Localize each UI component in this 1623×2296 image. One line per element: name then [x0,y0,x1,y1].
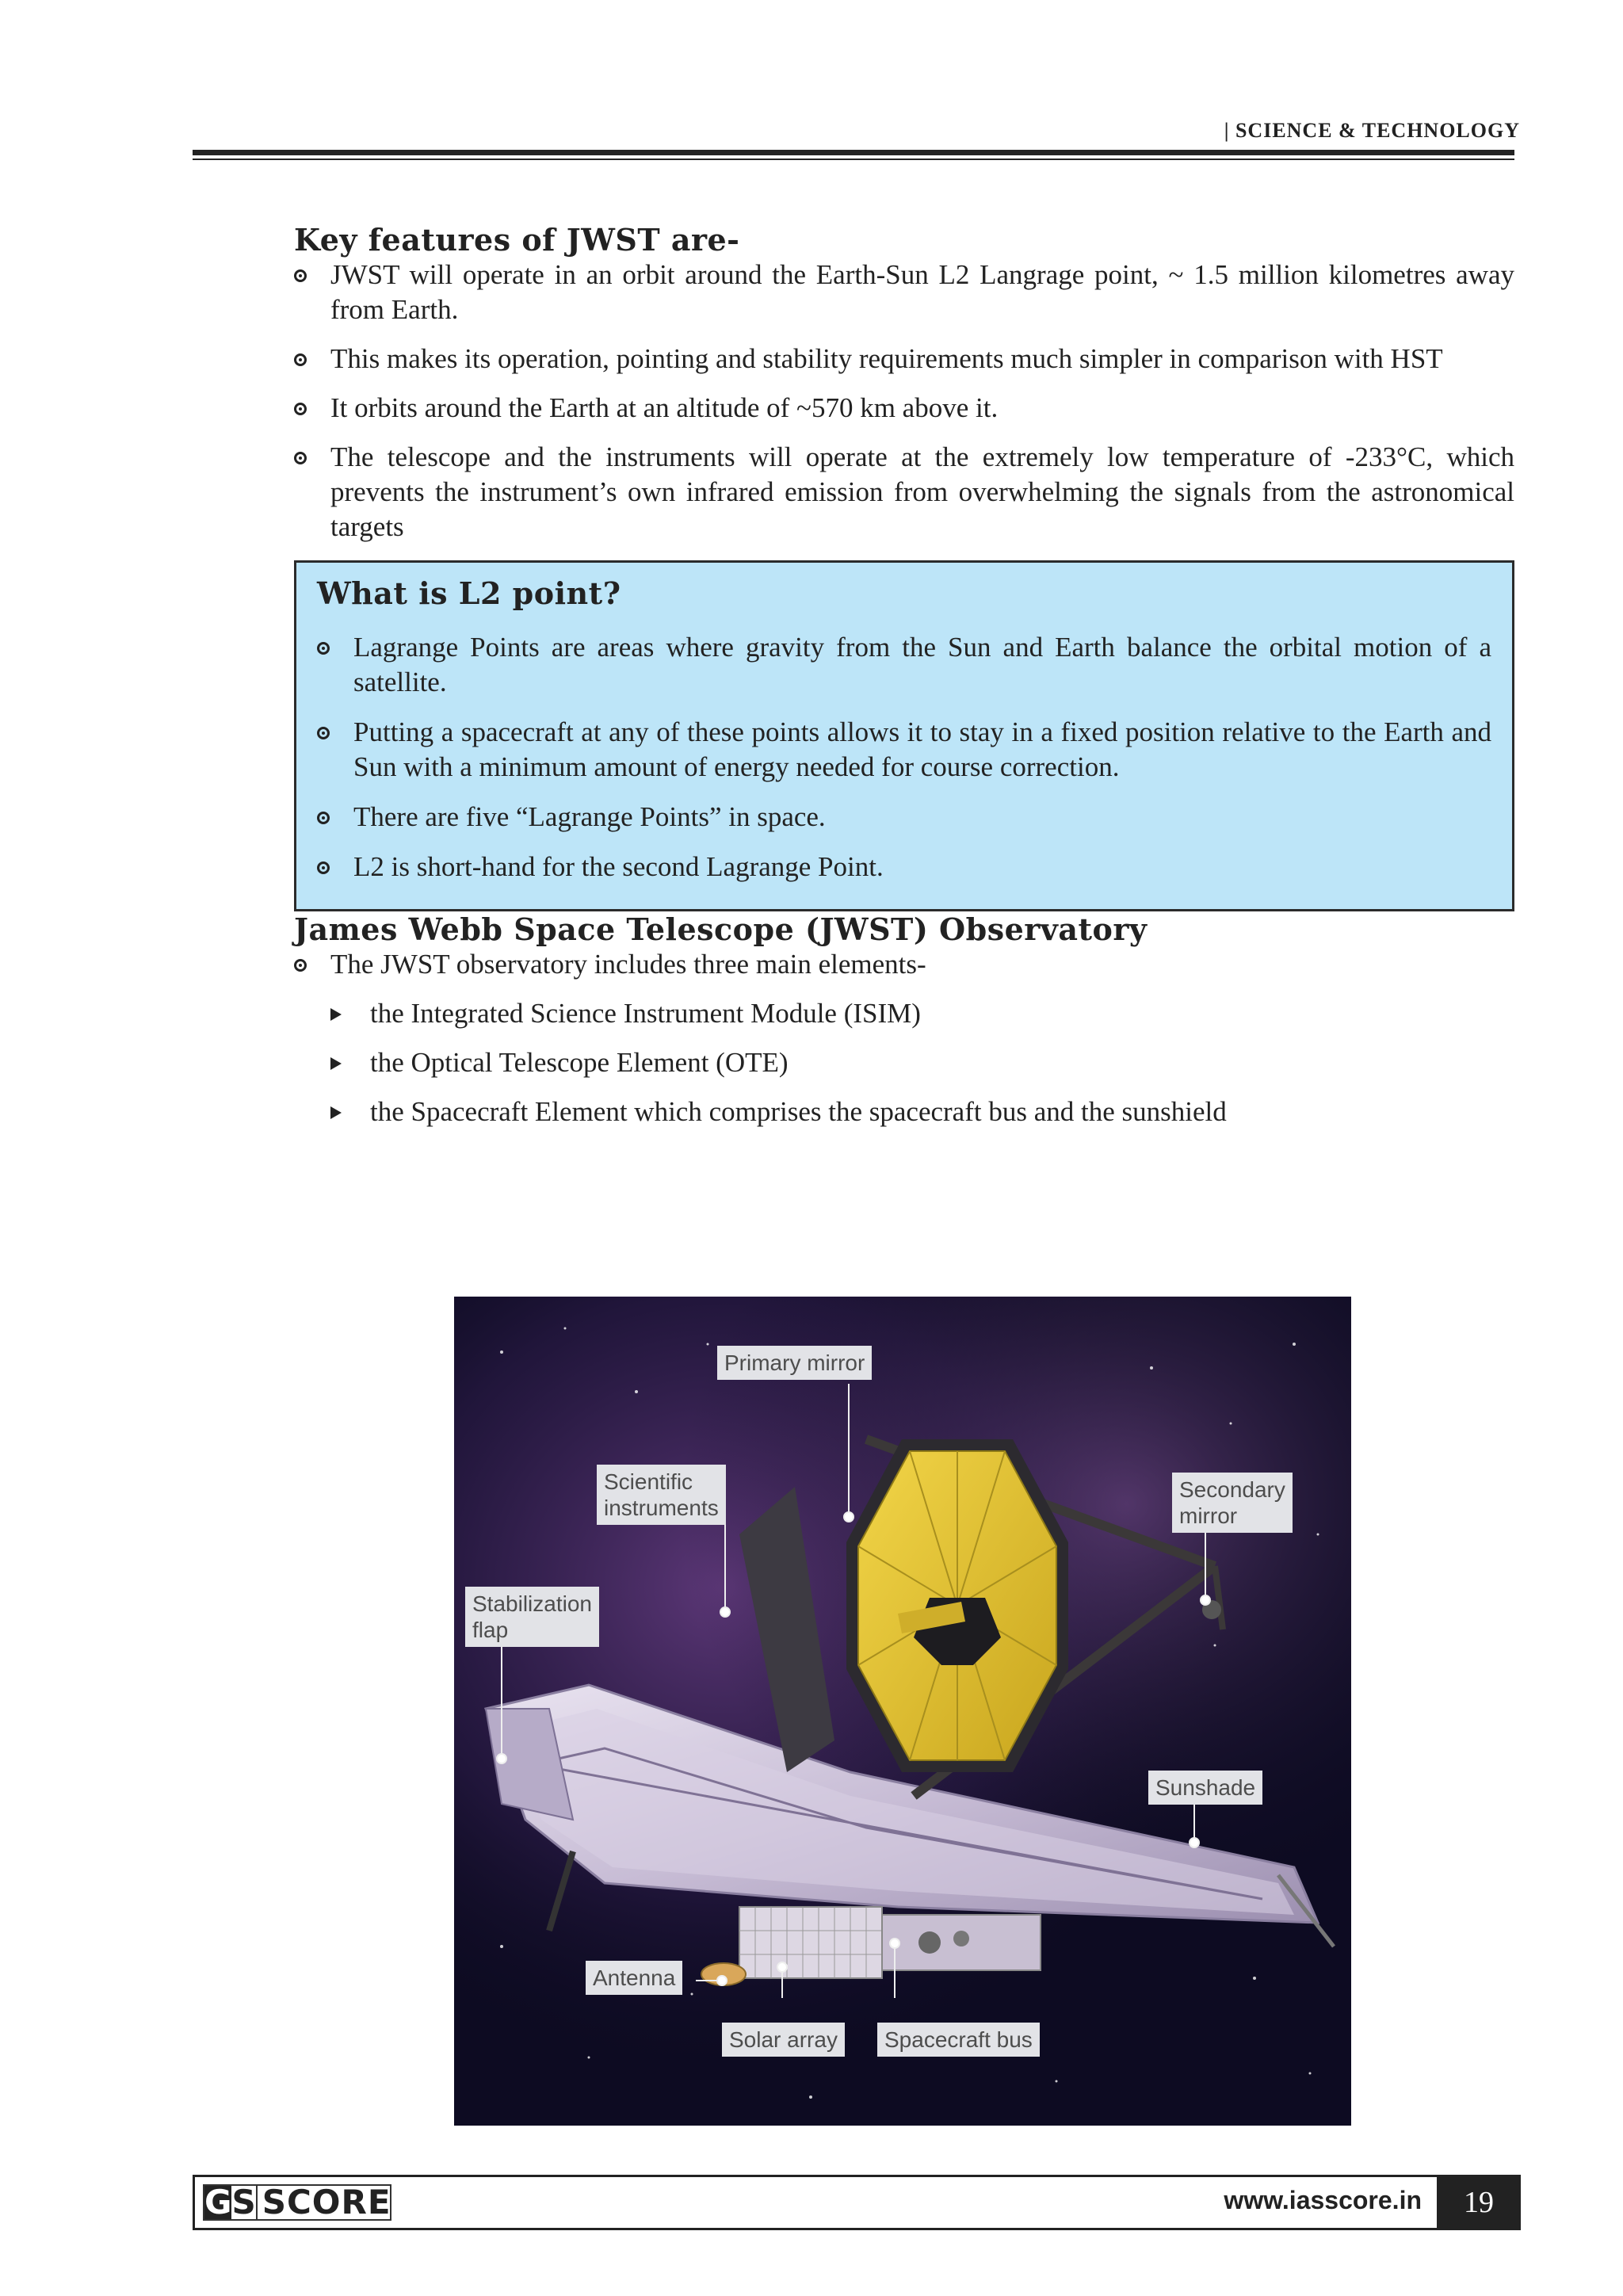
list-item-text: Lagrange Points are areas where gravity from the Sun and Earth balance the orbital motion of a satellite. [353,632,1491,697]
solar-array-label: Solar array [722,2023,845,2057]
key-features-list [294,258,1514,544]
scientific-instruments-label: Scientific instruments [597,1465,726,1525]
list-item-text: L2 is short-hand for the second Lagrange Point. [353,851,884,882]
gsscore-logo [203,2184,391,2221]
list-item-text: There are five “Lagrange Points” in space. [353,801,826,832]
section-label: | SCIENCE & TECHNOLOGY [1224,119,1520,142]
elements-sublist [330,996,1514,1129]
arrow-bullet-icon [330,1057,342,1070]
arrow-bullet-icon [330,1008,342,1021]
spacecraft-bus-label: Spacecraft bus [877,2023,1040,2057]
header-rule [193,150,1514,155]
sunshade-label: Sunshade [1148,1771,1262,1805]
list-item-text: Putting a spacecraft at any of these points allows it to stay in a fixed position relative to the Earth and Sun with a minimum amount of energy needed for course correction. [353,716,1491,782]
sublist-item [330,1095,1514,1129]
list-item [317,715,1491,785]
list-item [294,947,1514,1129]
sublist-item-text: the Integrated Science Instrument Module (ISIM) [370,998,921,1029]
list-item [294,258,1514,327]
bullet-icon [294,353,307,366]
logo-g: G [204,2183,232,2222]
list-item [294,440,1514,544]
bullet-icon [317,642,330,655]
sublist-item [330,1045,1514,1080]
primary-mirror-label: Primary mirror [717,1346,872,1380]
l2-box-heading: What is L2 point? [317,575,621,611]
jwst-diagram [454,1297,1351,2126]
callout-leaders [454,1297,1351,2126]
page-content [294,222,1514,1144]
sublist-item-text: the Spacecraft Element which comprises the spacecraft bus and the sunshield [370,1096,1227,1127]
sublist-item [330,996,1514,1031]
bullet-icon [294,269,307,282]
list-item-text: It orbits around the Earth at an altitude of ~570 km above it. [330,392,999,423]
antenna-label: Antenna [586,1961,682,1995]
list-item [317,800,1491,835]
logo-text: SCORE [262,2183,391,2222]
l2-list [317,630,1491,884]
page-number: 19 [1437,2175,1521,2230]
list-item [294,391,1514,426]
bullet-icon [317,812,330,824]
l2-info-box [294,560,1514,911]
bullet-icon [294,959,307,972]
key-features-heading: Key features of JWST are- [294,222,740,258]
arrow-bullet-icon [330,1106,342,1119]
bullet-icon [294,452,307,464]
logo-s: S [231,2183,256,2222]
list-item [294,342,1514,376]
list-item [317,630,1491,700]
list-item-text: This makes its operation, pointing and stability requirements much simpler in comparison with HST [330,343,1443,374]
bullet-icon [317,727,330,739]
observatory-heading: James Webb Space Telescope (JWST) Observatory [294,911,1148,947]
list-item-text: JWST will operate in an orbit around the Earth-Sun L2 Langrage point, ~ 1.5 million kilometres away from Earth. [330,259,1514,325]
list-item-text: The telescope and the instruments will operate at the extremely low temperature of -233°C, which prevents the instrument’s own infrared emission from overwhelming the signals from the astronomical targets [330,441,1514,542]
list-item-text: The JWST observatory includes three main elements- [330,949,926,980]
bullet-icon [317,861,330,874]
secondary-mirror-label: Secondary mirror [1172,1473,1293,1533]
page-footer [193,2175,1521,2230]
stabilization-flap-label: Stabilization flap [465,1587,599,1647]
bullet-icon [294,403,307,415]
observatory-list [294,947,1514,1129]
list-item [317,850,1491,884]
website-link[interactable]: www.iasscore.in [1224,2186,1422,2214]
header-rule-thin [193,159,1514,160]
sublist-item-text: the Optical Telescope Element (OTE) [370,1047,789,1078]
